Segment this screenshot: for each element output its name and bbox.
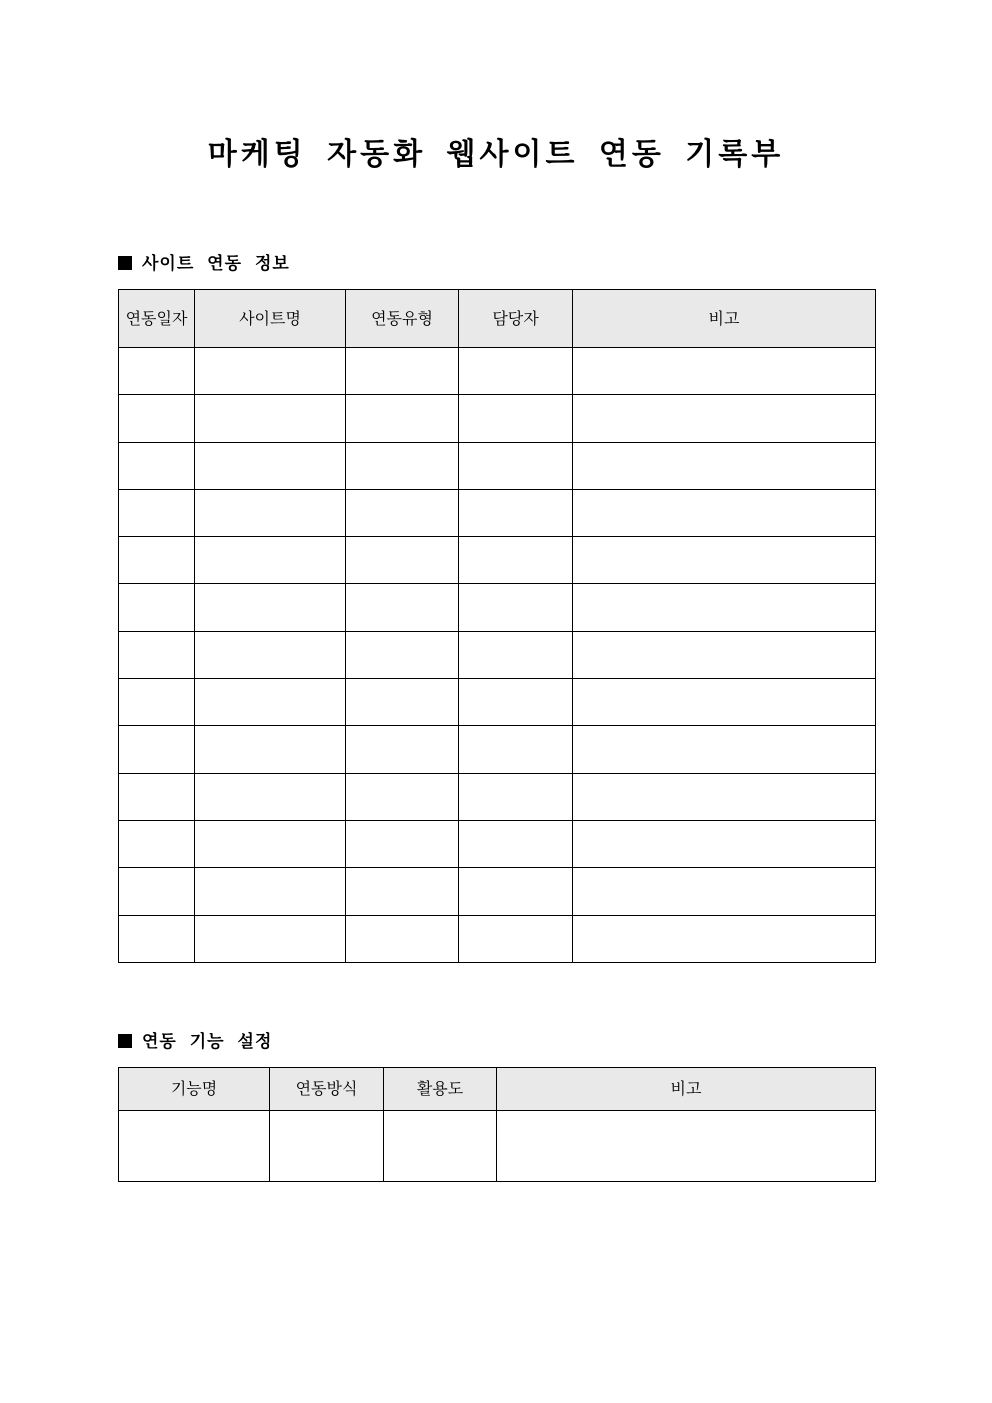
section-heading-label: 연동 기능 설정 (142, 1032, 273, 1052)
table-cell[interactable] (346, 820, 459, 867)
table-cell[interactable] (573, 915, 876, 962)
square-bullet-icon (118, 1034, 132, 1048)
column-header-integration-method: 연동방식 (270, 1068, 384, 1111)
table-row (119, 631, 876, 678)
table-cell[interactable] (459, 820, 573, 867)
table-cell[interactable] (573, 726, 876, 773)
table-cell[interactable] (195, 868, 346, 915)
table-row (119, 348, 876, 395)
table-row (119, 915, 876, 962)
table-cell[interactable] (195, 679, 346, 726)
table-cell[interactable] (346, 868, 459, 915)
table-row (119, 584, 876, 631)
table-cell[interactable] (459, 868, 573, 915)
table-cell[interactable] (346, 348, 459, 395)
section-heading-site-info (118, 252, 290, 276)
table-cell[interactable] (195, 442, 346, 489)
section-heading-label: 사이트 연동 정보 (142, 254, 290, 274)
table-row (119, 820, 876, 867)
table-cell[interactable] (195, 489, 346, 536)
table-cell[interactable] (346, 631, 459, 678)
table-cell[interactable] (459, 726, 573, 773)
table-row (119, 537, 876, 584)
table-cell[interactable] (346, 489, 459, 536)
table-cell[interactable] (119, 537, 195, 584)
table-cell[interactable] (119, 348, 195, 395)
column-header-utilization: 활용도 (384, 1068, 497, 1111)
table-cell[interactable] (384, 1111, 497, 1182)
table-cell[interactable] (459, 348, 573, 395)
table-cell[interactable] (459, 584, 573, 631)
table-cell[interactable] (459, 915, 573, 962)
table-cell[interactable] (119, 915, 195, 962)
table-row (119, 1111, 876, 1182)
column-header-site-name: 사이트명 (195, 290, 346, 348)
table-cell[interactable] (573, 348, 876, 395)
table-cell[interactable] (195, 915, 346, 962)
column-header-feature-name: 기능명 (119, 1068, 270, 1111)
table-cell[interactable] (119, 395, 195, 442)
table-row (119, 679, 876, 726)
table-row (119, 773, 876, 820)
table-cell[interactable] (459, 773, 573, 820)
table-cell[interactable] (497, 1111, 876, 1182)
table-cell[interactable] (573, 868, 876, 915)
table-cell[interactable] (195, 584, 346, 631)
table-cell[interactable] (573, 442, 876, 489)
table-cell[interactable] (573, 679, 876, 726)
table-row (119, 442, 876, 489)
table-cell[interactable] (119, 820, 195, 867)
column-header-notes: 비고 (573, 290, 876, 348)
table-row (119, 395, 876, 442)
table-cell[interactable] (573, 773, 876, 820)
table-cell[interactable] (195, 726, 346, 773)
table-cell[interactable] (573, 820, 876, 867)
table-cell[interactable] (119, 631, 195, 678)
table-cell[interactable] (346, 726, 459, 773)
table-cell[interactable] (346, 773, 459, 820)
document-title: 마케팅 자동화 웹사이트 연동 기록부 (207, 137, 785, 172)
table-cell[interactable] (573, 537, 876, 584)
section-heading-feature-settings (118, 1030, 272, 1054)
table-header-row (119, 290, 876, 348)
table-row (119, 489, 876, 536)
table-cell[interactable] (119, 679, 195, 726)
table-cell[interactable] (195, 773, 346, 820)
table-cell[interactable] (346, 915, 459, 962)
table-cell[interactable] (346, 584, 459, 631)
table-row (119, 726, 876, 773)
table-cell[interactable] (573, 631, 876, 678)
table-cell[interactable] (119, 868, 195, 915)
column-header-integration-type: 연동유형 (346, 290, 459, 348)
table-cell[interactable] (195, 820, 346, 867)
table-header-row (119, 1068, 876, 1111)
table-cell[interactable] (119, 489, 195, 536)
column-header-integration-date: 연동일자 (119, 290, 195, 348)
column-header-manager: 담당자 (459, 290, 573, 348)
table-cell[interactable] (195, 631, 346, 678)
table-cell[interactable] (346, 537, 459, 584)
table-cell[interactable] (573, 584, 876, 631)
column-header-notes: 비고 (497, 1068, 876, 1111)
table-cell[interactable] (270, 1111, 384, 1182)
table-cell[interactable] (119, 584, 195, 631)
site-integration-table (118, 289, 876, 963)
table-cell[interactable] (195, 348, 346, 395)
table-cell[interactable] (119, 1111, 270, 1182)
table-cell[interactable] (573, 489, 876, 536)
table-cell[interactable] (573, 395, 876, 442)
table-cell[interactable] (119, 726, 195, 773)
table-cell[interactable] (459, 537, 573, 584)
site-integration-table-body (119, 348, 876, 963)
table-cell[interactable] (119, 442, 195, 489)
table-cell[interactable] (346, 679, 459, 726)
feature-settings-table (118, 1067, 876, 1182)
table-cell[interactable] (459, 489, 573, 536)
table-cell[interactable] (459, 631, 573, 678)
table-row (119, 868, 876, 915)
feature-settings-table-body (119, 1111, 876, 1182)
table-cell[interactable] (119, 773, 195, 820)
table-cell[interactable] (459, 395, 573, 442)
square-bullet-icon (118, 256, 132, 270)
table-cell[interactable] (459, 442, 573, 489)
table-cell[interactable] (195, 537, 346, 584)
table-cell[interactable] (459, 679, 573, 726)
table-cell[interactable] (195, 395, 346, 442)
table-cell[interactable] (346, 442, 459, 489)
table-cell[interactable] (346, 395, 459, 442)
